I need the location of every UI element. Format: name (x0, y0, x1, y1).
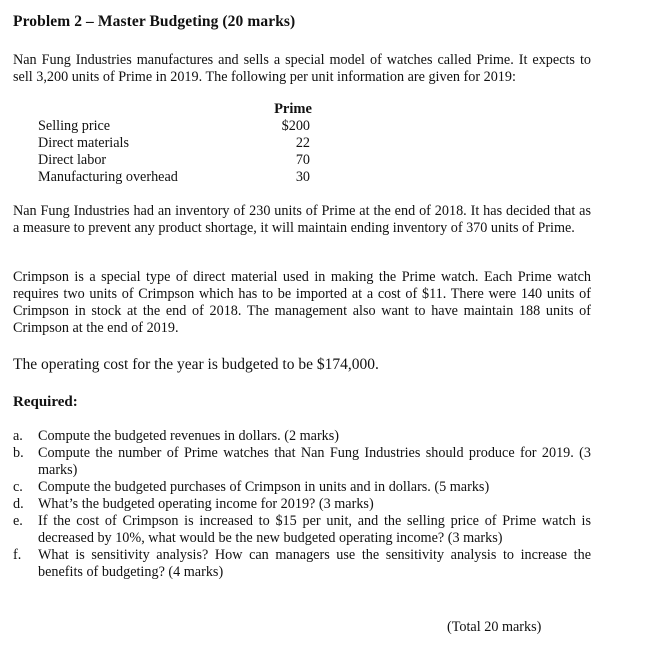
cost-row-direct-labor (38, 152, 310, 169)
question-item-a (13, 428, 591, 445)
question-item-b (13, 445, 591, 479)
question-text: What’s the budgeted operating income for 2019? (3 marks) (38, 496, 374, 512)
question-letter: c. (13, 479, 23, 495)
question-letter: e. (13, 513, 23, 529)
question-letter: a. (13, 428, 23, 444)
question-text: If the cost of Crimpson is increased to $15 per unit, and the selling price of Prime watch is decreased by 10%, what would be the new budgeted operating income? (3 marks) (38, 513, 591, 546)
cost-label: Manufacturing overhead (38, 169, 178, 185)
question-item-f (13, 547, 591, 581)
question-item-e (13, 513, 591, 547)
crimpson-paragraph: Crimpson is a special type of direct material used in making the Prime watch. Each Prime watch requires two units of Crimpson which has to be imported at a cost of $11. There were 140 units of Crimpson in stock at the end of 2018. The management also want to have maintain 188 units of Crimpson at the end of 2019. (13, 269, 591, 336)
cost-value: 30 (295, 169, 310, 185)
cost-row-direct-materials (38, 135, 310, 152)
inventory-paragraph: Nan Fung Industries had an inventory of 230 units of Prime at the end of 2018. It has decided that as a measure to prevent any product shortage, it will maintain ending inventory of 370 units of Prime. (13, 203, 591, 236)
intro-paragraph: Nan Fung Industries manufactures and sells a special model of watches called Prime. It expects to sell 3,200 units of Prime in 2019. The following per unit information are given for 2019: (13, 52, 591, 85)
problem-title: Problem 2 – Master Budgeting (20 marks) (13, 13, 296, 30)
question-list (13, 428, 591, 581)
question-text: Compute the budgeted revenues in dollars. (2 marks) (38, 428, 340, 444)
cost-table-header: Prime (274, 101, 312, 117)
operating-cost-statement: The operating cost for the year is budgeted to be $174,000. (13, 356, 379, 373)
cost-label: Direct labor (38, 152, 107, 168)
cost-table (38, 118, 310, 186)
cost-value: 22 (295, 135, 310, 151)
cost-label: Direct materials (38, 135, 129, 151)
cost-row-manufacturing-overhead (38, 169, 310, 186)
cost-value: $200 (281, 118, 310, 134)
total-marks: (Total 20 marks) (447, 619, 542, 635)
question-letter: f. (13, 547, 22, 563)
required-heading: Required: (13, 394, 78, 410)
question-text: Compute the number of Prime watches that Nan Fung Industries should produce for 2019. (3 marks) (38, 445, 591, 478)
question-text: What is sensitivity analysis? How can managers use the sensitivity analysis to increase the benefits of budgeting? (4 marks) (38, 547, 591, 580)
question-item-c (13, 479, 591, 496)
question-item-d (13, 496, 591, 513)
question-letter: b. (13, 445, 24, 461)
question-text: Compute the budgeted purchases of Crimpson in units and in dollars. (5 marks) (38, 479, 490, 495)
cost-row-selling-price (38, 118, 310, 135)
cost-value: 70 (295, 152, 310, 168)
cost-label: Selling price (38, 118, 111, 134)
question-letter: d. (13, 496, 24, 512)
